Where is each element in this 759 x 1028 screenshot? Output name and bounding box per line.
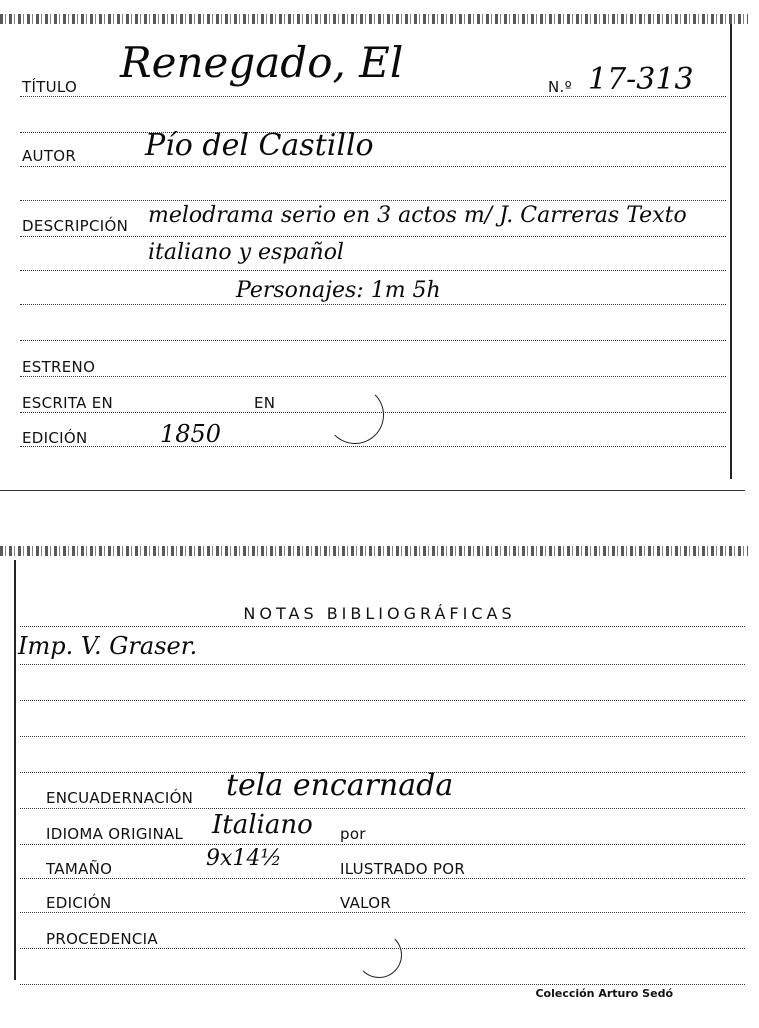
descripcion-line2: italiano y español [148, 240, 344, 265]
rule [20, 700, 745, 701]
punch-hole-mark [326, 386, 384, 444]
rule [20, 808, 745, 809]
nota-value: Imp. V. Graser. [18, 632, 198, 660]
rule [20, 270, 726, 271]
descripcion-line3: Personajes: 1m 5h [236, 278, 441, 303]
card-left-edge [14, 560, 16, 980]
rule [20, 984, 745, 985]
valor-label: VALOR [340, 894, 392, 912]
rule [20, 626, 745, 627]
tamano-value: 9x14½ [206, 846, 282, 871]
rule [20, 376, 726, 377]
descripcion-label: DESCRIPCIÓN [22, 217, 129, 235]
card-top-edge [0, 14, 748, 24]
en-label: EN [254, 394, 276, 412]
rule [20, 664, 745, 665]
catalog-card-back [0, 540, 759, 1028]
catalog-card-front [0, 0, 759, 500]
ilustrado-label: ILUSTRADO POR [340, 860, 466, 878]
escrita-en-label: ESCRITA EN [22, 394, 114, 412]
rule [20, 844, 745, 845]
edicion-value: 1850 [160, 420, 222, 448]
edicion-back-label: EDICIÓN [46, 894, 112, 912]
rule [20, 236, 726, 237]
rule [20, 736, 745, 737]
estreno-label: ESTRENO [22, 358, 96, 376]
titulo-value: Renegado, El [120, 38, 404, 87]
rule [20, 878, 745, 879]
rule [20, 304, 726, 305]
autor-value: Pío del Castillo [145, 128, 374, 163]
rule [20, 166, 726, 167]
rule [20, 340, 726, 341]
procedencia-label: PROCEDENCIA [46, 930, 158, 948]
descripcion-line1: melodrama serio en 3 actos m/ J. Carreras Texto [148, 203, 687, 228]
card-right-edge [730, 24, 732, 479]
edicion-label: EDICIÓN [22, 429, 88, 447]
card-bottom-edge [0, 490, 745, 491]
rule [20, 96, 726, 97]
rule [20, 446, 726, 447]
encuadernacion-value: tela encarnada [226, 768, 454, 803]
rule [20, 912, 745, 913]
encuadernacion-label: ENCUADERNACIÓN [46, 789, 194, 807]
numero-value: 17-313 [588, 62, 694, 97]
notas-heading: NOTAS BIBLIOGRÁFICAS [243, 604, 516, 623]
card-top-edge [0, 546, 748, 556]
idioma-label: IDIOMA ORIGINAL [46, 825, 184, 843]
por-label: por [340, 825, 366, 843]
rule [20, 200, 726, 201]
tamano-label: TAMAÑO [46, 860, 113, 878]
punch-hole-mark [356, 932, 402, 978]
titulo-label: TÍTULO [22, 78, 78, 96]
autor-label: AUTOR [22, 147, 77, 165]
collection-footer: Colección Arturo Sedó [535, 987, 673, 1000]
idioma-value: Italiano [212, 810, 313, 840]
numero-label: N.º [548, 78, 572, 96]
